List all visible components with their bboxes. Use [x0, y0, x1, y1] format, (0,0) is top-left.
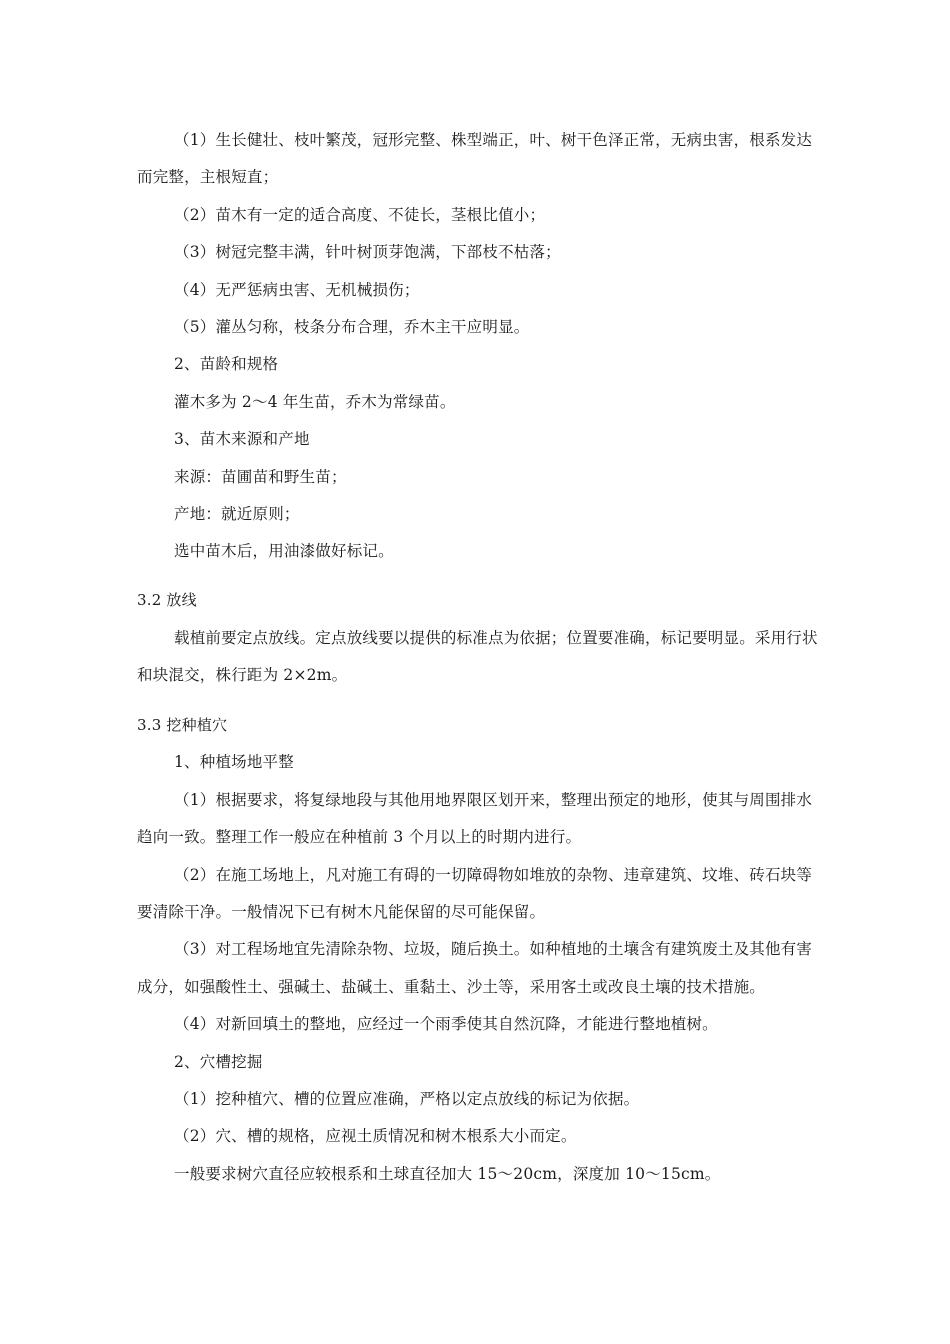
paragraph-line: （4）无严惩病虫害、无机械损伤；: [174, 281, 420, 299]
paragraph-line: 载植前要定点放线。定点放线要以提供的标准点为依据；位置要准确，标记要明显。采用行状: [174, 629, 818, 647]
section-heading: 3.3 挖种植穴: [137, 716, 228, 734]
subheading: 2、苗龄和规格: [174, 355, 279, 373]
paragraph-line: 成分，如强酸性土、强碱土、盐碱土、重黏土、沙土等，采用客土或改良土壤的技术措施。: [137, 978, 766, 996]
section-heading: 3.2 放线: [137, 591, 197, 609]
paragraph-line: 来源：苗圃苗和野生苗；: [174, 468, 347, 486]
paragraph-line: 产地：就近原则；: [174, 505, 300, 523]
paragraph-line: 选中苗木后，用油漆做好标记。: [174, 542, 394, 560]
subheading: 1、种植场地平整: [174, 753, 294, 771]
subheading: 2、穴槽挖掘: [174, 1053, 263, 1071]
paragraph-line: 而完整，主根短直；: [137, 168, 279, 186]
paragraph-line: （3）树冠完整丰满，针叶树顶芽饱满，下部枝不枯落；: [174, 243, 561, 261]
paragraph-line: （2）在施工场地上，凡对施工有碍的一切障碍物如堆放的杂物、违章建筑、坟堆、砖石块等: [174, 866, 813, 884]
paragraph-line: 一般要求树穴直径应较根系和土球直径加大 15～20cm，深度加 10～15cm。: [174, 1165, 721, 1183]
paragraph-line: （4）对新回填土的整地，应经过一个雨季使其自然沉降，才能进行整地植树。: [174, 1015, 718, 1033]
paragraph-line: （5）灌丛匀称，枝条分布合理，乔木主干应明显。: [174, 318, 530, 336]
paragraph-line: （3）对工程场地宜先清除杂物、垃圾，随后换土。如种植地的土壤含有建筑废土及其他有害: [174, 940, 813, 958]
subheading: 3、苗木来源和产地: [174, 430, 310, 448]
paragraph-line: 灌木多为 2～4 年生苗，乔木为常绿苗。: [174, 393, 456, 411]
paragraph-line: （2）穴、槽的规格，应视土质情况和树木根系大小而定。: [174, 1127, 577, 1145]
paragraph-line: （1）挖种植穴、槽的位置应准确，严格以定点放线的标记为依据。: [174, 1090, 640, 1108]
paragraph-line: （2）苗木有一定的适合高度、不徒长，茎根比值小；: [174, 206, 546, 224]
paragraph-line: （1）根据要求，将复绿地段与其他用地界限区划开来，整理出预定的地形，使其与周围排水: [174, 791, 813, 809]
paragraph-line: 要清除干净。一般情况下已有树木凡能保留的尽可能保留。: [137, 903, 546, 921]
paragraph-line: （1）生长健壮、枝叶繁茂，冠形完整、株型端正，叶、树干色泽正常，无病虫害，根系发达: [174, 131, 813, 149]
paragraph-line: 和块混交，株行距为 2×2m。: [137, 666, 348, 684]
paragraph-line: 趋向一致。整理工作一般应在种植前 3 个月以上的时期内进行。: [137, 828, 582, 846]
